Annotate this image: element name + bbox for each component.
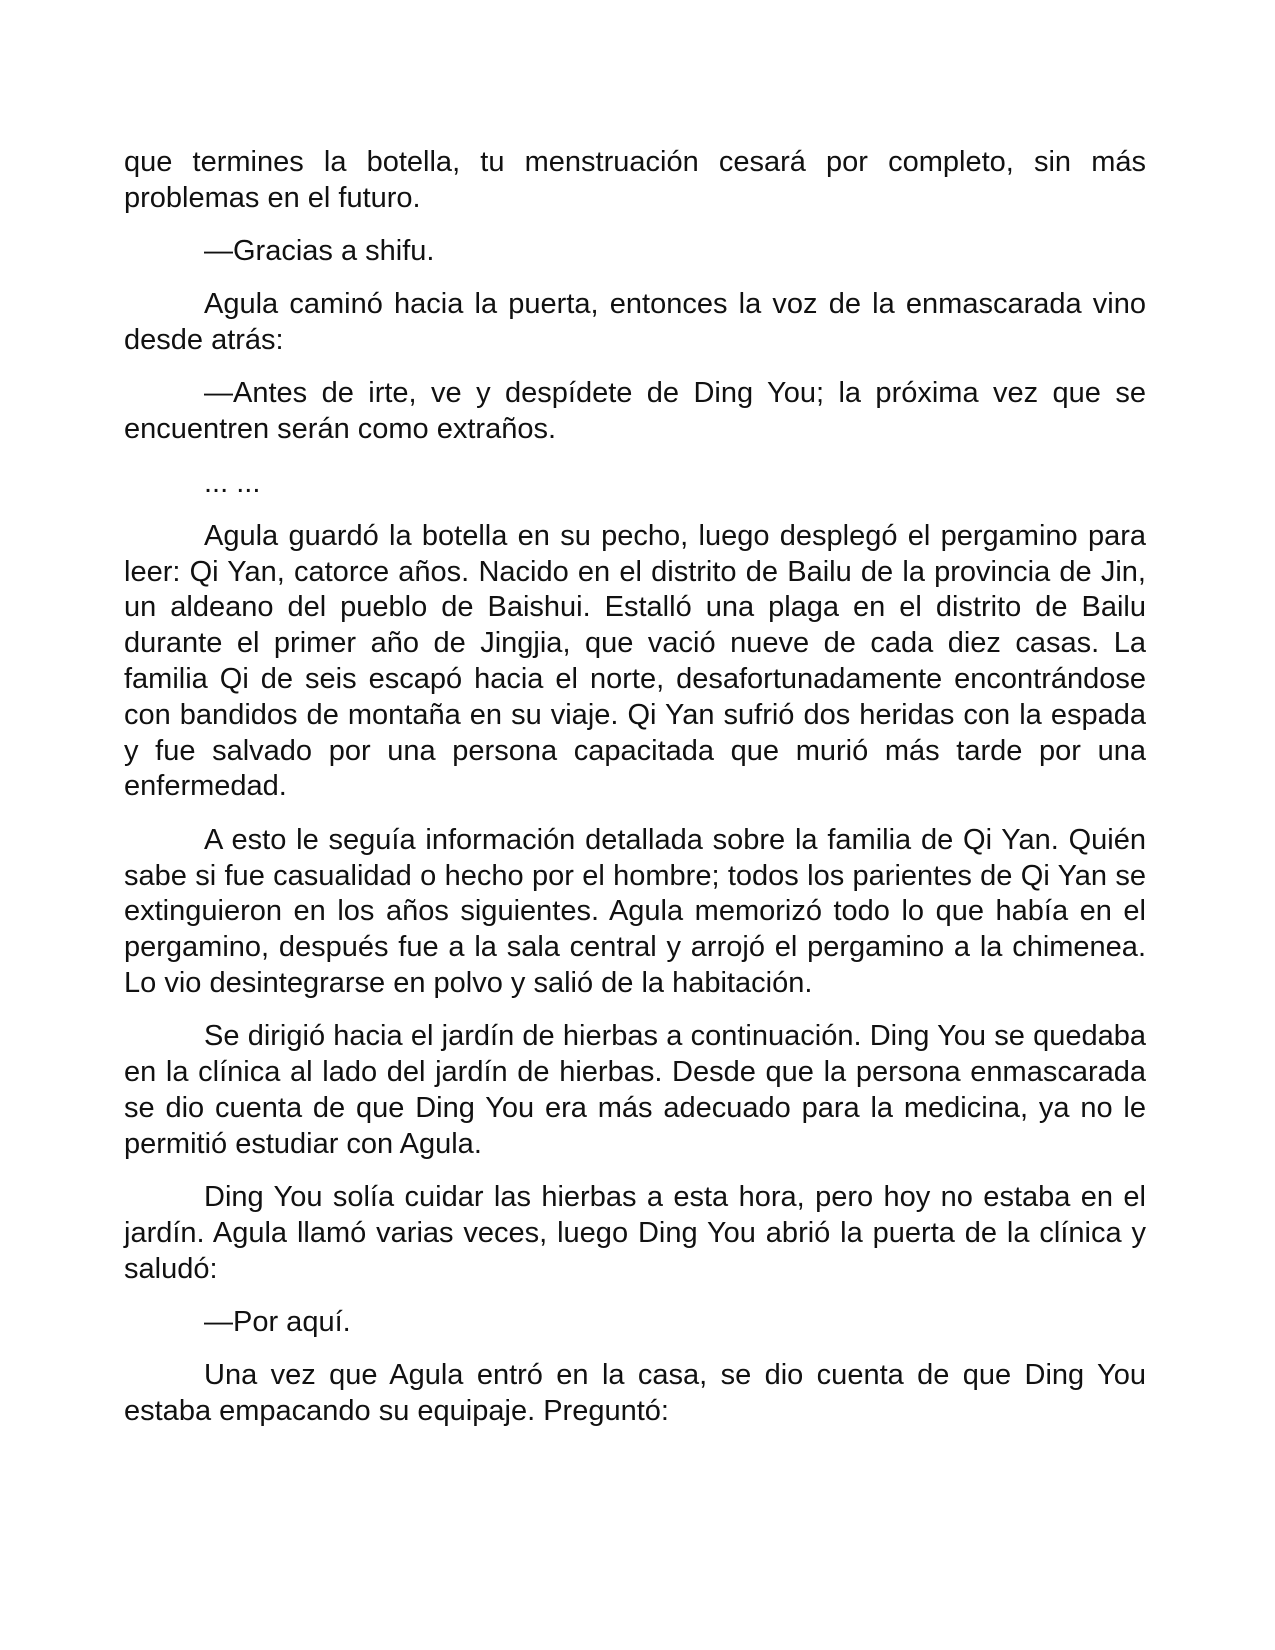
paragraph-family-info: A esto le seguía información detallada sobre la familia de Qi Yan. Quién sabe si fue casualidad o hecho por el hombre; todos los parientes de Qi Yan se extinguieron en los años siguientes. Agula memorizó todo lo que había en el pergamino, después fue a la sala central y arrojó el pergamino a la chimenea. Lo vio desintegrarse en polvo y salió de la habitación.	[124, 823, 1146, 999]
paragraph-dialogue-farewell: —Antes de irte, ve y despídete de Ding You; la próxima vez que se encuentren serán como extraños.	[124, 377, 1146, 446]
paragraph-continuation: que termines la botella, tu menstruación cesará por completo, sin más problemas en el futuro.	[124, 146, 1146, 214]
paragraph-dialogue-here: —Por aquí.	[204, 1305, 351, 1338]
paragraph-scene-break: ... ...	[204, 466, 261, 499]
body-text	[124, 145, 1146, 1447]
paragraph-packing: Una vez que Agula entró en la casa, se dio cuenta de que Ding You estaba empacando su equipaje. Preguntó:	[124, 1359, 1146, 1427]
paragraph-ding-you-clinic: Ding You solía cuidar las hierbas a esta hora, pero hoy no estaba en el jardín. Agula llamó varias veces, luego Ding You abrió la puerta de la clínica y saludó:	[124, 1180, 1146, 1285]
paragraph-herb-garden: Se dirigió hacia el jardín de hierbas a continuación. Ding You se quedaba en la clínica al lado del jardín de hierbas. Desde que la persona enmascarada se dio cuenta de que Ding You era más adecuado para la medicina, ya no le permitió estudiar con Agula.	[124, 1020, 1146, 1160]
paragraph-scroll-reading: Agula guardó la botella en su pecho, luego desplegó el pergamino para leer: Qi Yan, catorce años. Nacido en el distrito de Bailu de la provincia de Jin, un aldeano del pueblo de Baishui. Estalló una plaga en el distrito de Bailu durante el primer año de Jingjia, que vació nueve de cada diez casas. La familia Qi de seis escapó hacia el norte, desafortunadamente encontrándose con bandidos de montaña en su viaje. Qi Yan sufrió dos heridas con la espada y fue salvado por una persona capacitada que murió más tarde por una enfermedad.	[124, 519, 1146, 803]
paragraph-agula-walks: Agula caminó hacia la puerta, entonces la voz de la enmascarada vino desde atrás:	[124, 288, 1146, 357]
paragraph-dialogue-thanks: —Gracias a shifu.	[204, 235, 435, 268]
